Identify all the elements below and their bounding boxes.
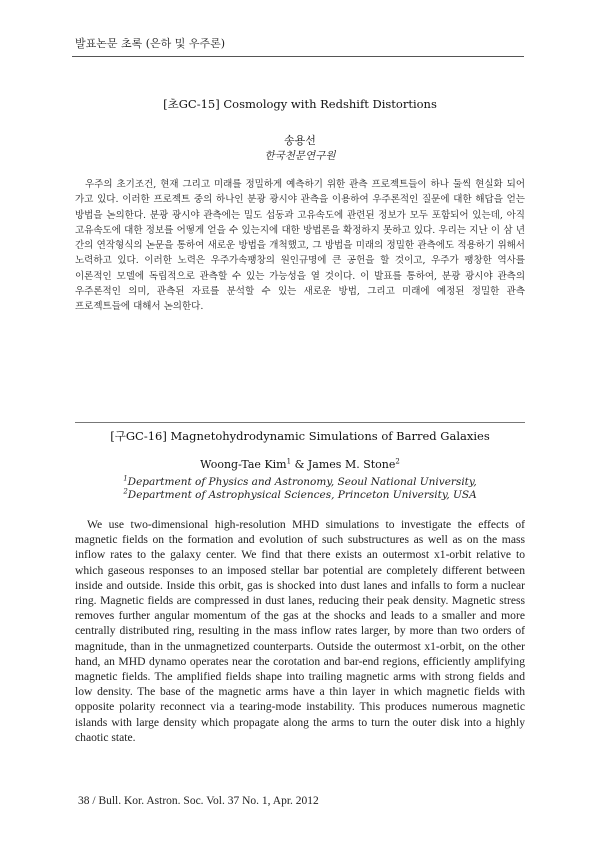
author-name: Woong-Tae Kim [200,458,287,471]
abstract-authors [75,458,525,471]
page-footer: 38 / Bull. Kor. Astron. Soc. Vol. 37 No. 1, Apr. 2012 [78,795,319,807]
author-separator: & [291,458,308,471]
author-name: James M. Stone [307,458,396,471]
section-divider [75,422,525,423]
abstract-affiliation: 한국천문연구원 [264,150,336,162]
affiliation-superscript: 2 [123,487,128,496]
affiliation-text: Department of Astrophysical Sciences, Princeton University, USA [127,489,477,501]
abstract-affiliation-1 [75,476,525,489]
affiliation-text: Department of Physics and Astronomy, Seoul National University, [127,476,477,488]
affiliation-superscript: 1 [123,474,128,483]
abstract-gc15 [75,96,525,315]
abstract-affiliation-2 [75,489,525,502]
header-rule [72,56,524,57]
running-head: 발표논문 초록 (은하 및 우주론) [75,37,226,50]
abstract-title: [구GC-16] Magnetohydrodynamic Simulations of Barred Galaxies [110,429,490,443]
abstract-body: 우주의 초기조건, 현재 그리고 미래를 정밀하게 예측하기 위한 관측 프로젝트들이 하나 둘씩 현실화 되어 가고 있다. 이러한 프로젝트 중의 하나인 분광 광시야 관측을 이용하여 우주론적인 질문에 대한 해답을 얻는 방법을 논의한다. 분광 광시야 관측에는 밀도 섭동과 고유속도에 관련된 정보가 모두 포함되어 있는데, 아직 고유속도에 대한 정보를 어떻게 얻을 수 있는지에 대한 방법론을 확정하지 못하고 있다. 우리는 지난 이 삼 년 간의 연작형식의 논문을 통하여 새로운 방법을 개척했고, 그 방법을 미래의 정밀한 관측에도 적용하기 위해서 노력하고 있다. 이러한 노력은 우주가속팽창의 원인규명에 큰 공헌을 할 것이고, 우주가 팽창한 역사를 이론적인 모델에 독립적으로 관측할 수 있는 가능성을 열 것이다. 이 발표를 통하여, 분광 광시야 관측의 우주론적인 의미, 관측된 자료를 분석할 수 있는 새로운 방법, 그리고 미래에 예정된 정밀한 관측 프로젝트들에 대해서 논의한다. [75,179,525,313]
abstract-title: [초GC-15] Cosmology with Redshift Distortions [163,97,437,111]
abstract-author: 송용선 [284,134,316,147]
abstract-gc16 [75,428,525,745]
abstract-body: We use two-dimensional high-resolution MHD simulations to investigate the effects of magnetic fields on the formation and evolution of such substructures as well as on the mass inflow rates to the galaxy center. We find that there exists an outermost x1-orbit relative to which gaseous responses to an imposed stellar bar potential are completely different between inside and outside. Inside this orbit, gas is shocked into dust lanes and infalls to form a nuclear ring. Magnetic fields are compressed in dust lanes, reducing their peak density. Magnetic stress removes further angular momentum of the gas at the shocks and leads to a smaller and more centrally distributed ring, resulting in the mass inflow rates larger, by more than two orders of magnitude, than in the unmagnetized counterparts. Outside the outermost x1-orbit, on the other hand, an MHD dynamo operates near the corotation and bar-end regions, efficiently amplifying magnetic fields. The amplified fields shape into trailing magnetic arms with strong fields and low density. The base of the magnetic arms have a thin layer in which magnetic fields with opposite polarity reconnect via a tearing-mode instability. This produces numerous magnetic islands with large density which propagate along the arms to turn the outer disk into a highly chaotic state. [75,518,525,744]
author-superscript: 1 [286,457,292,466]
author-superscript: 2 [395,457,400,466]
